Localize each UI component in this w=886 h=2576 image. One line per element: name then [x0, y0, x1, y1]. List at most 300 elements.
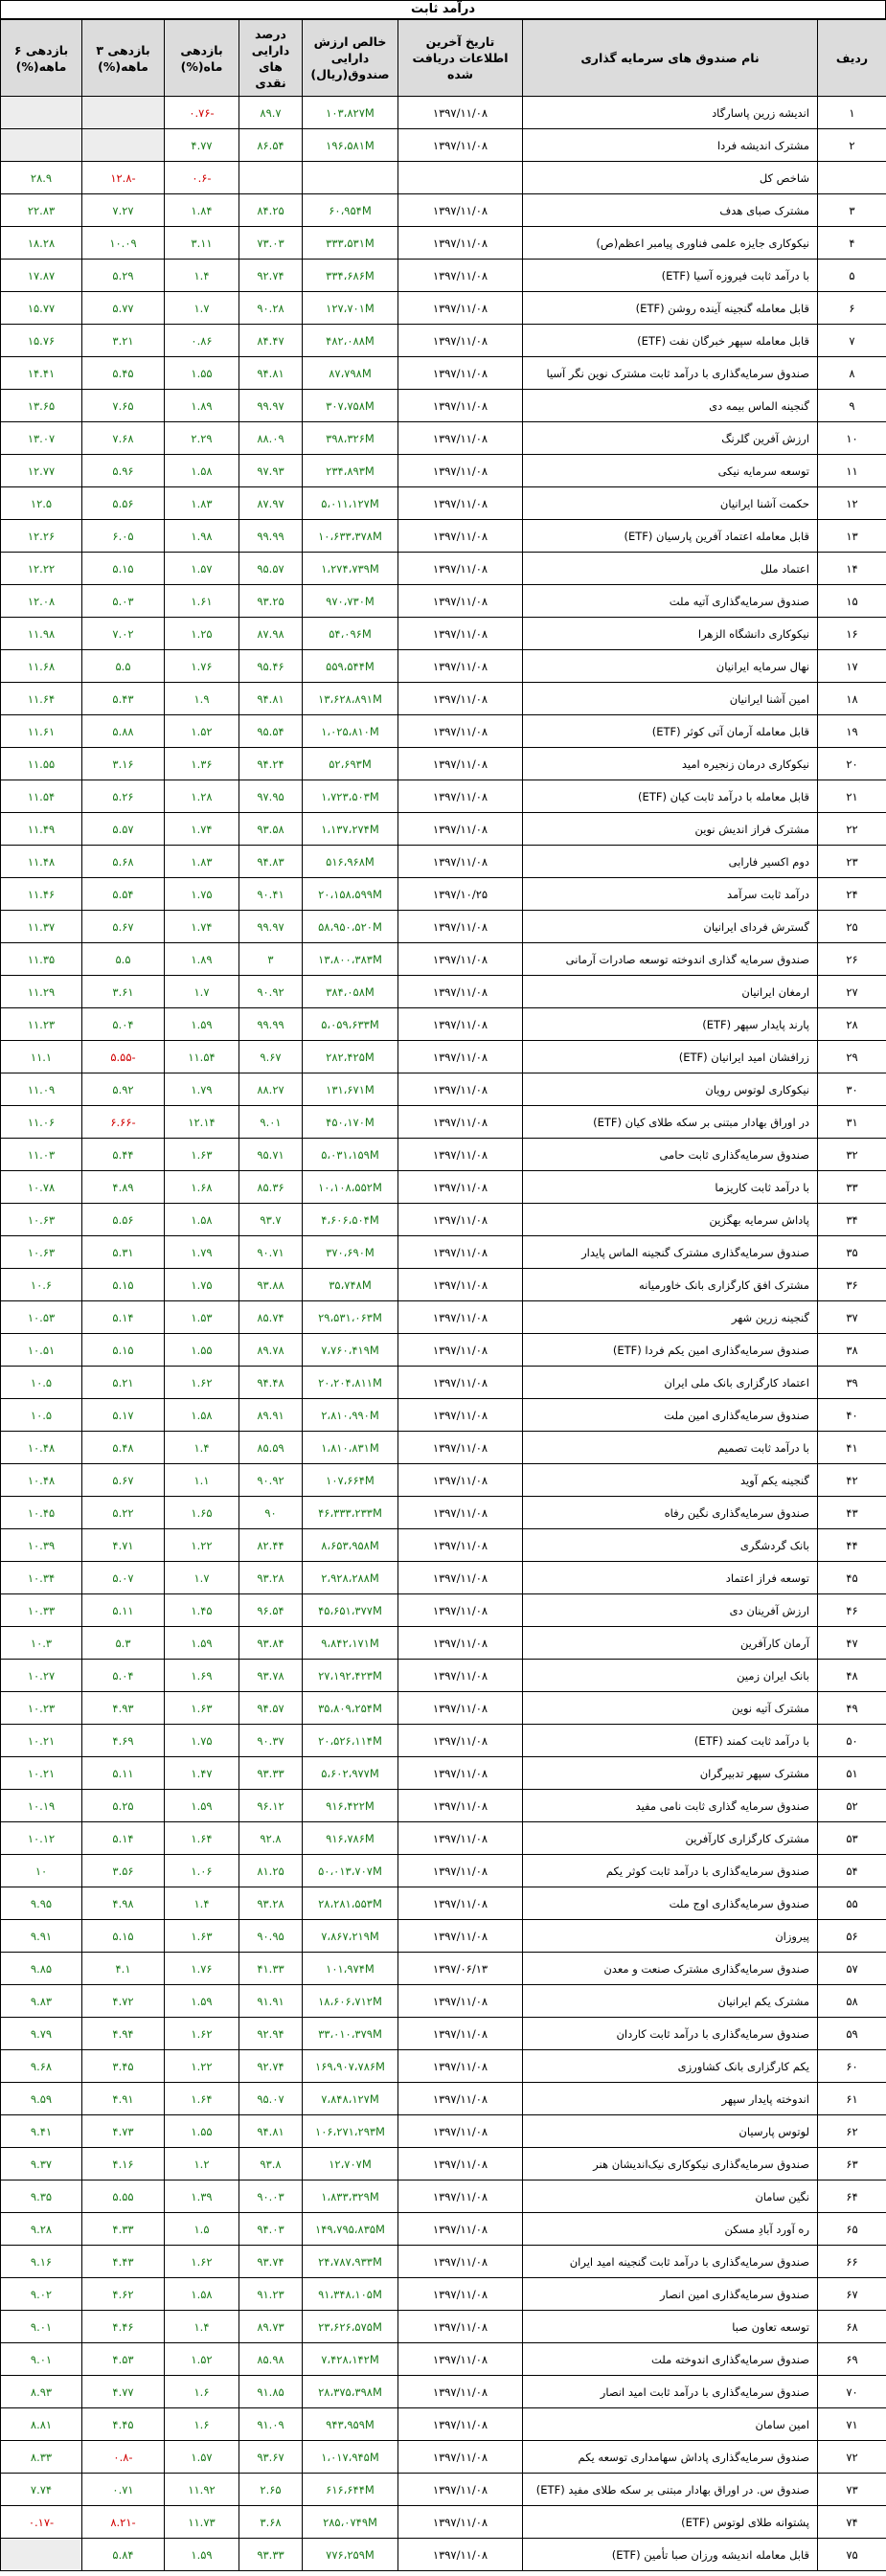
cell-cash-percent: ۸۸.۲۷ [239, 1073, 303, 1106]
cell-return-1m: ۱.۸۹ [165, 943, 239, 976]
cell-net-asset-value: ۲۰،۱۵۸،۵۹۹M [303, 878, 398, 911]
cell-cash-percent: ۹۹.۹۷ [239, 390, 303, 422]
table-row [1, 585, 886, 618]
cell-last-update: ۱۳۹۷/۱۱/۰۸ [398, 1301, 523, 1334]
cell-return-6m: ۹.۰۱ [1, 2311, 82, 2343]
cell-return-3m: ۴.۷۲ [82, 1985, 165, 2018]
cell-net-asset-value: ۸۷،۷۹۸M [303, 357, 398, 390]
cell-net-asset-value: ۷،۷۶۰،۴۱۹M [303, 1334, 398, 1367]
cell-return-3m: ۵.۹۶ [82, 455, 165, 487]
table-row [1, 1562, 886, 1594]
cell-return-3m: ۷.۰۲ [82, 618, 165, 650]
cell-last-update: ۱۳۹۷/۰۶/۱۳ [398, 1953, 523, 1985]
table-row [1, 2213, 886, 2246]
cell-cash-percent: ۹۶.۱۲ [239, 1790, 303, 1822]
cell-return-1m: ۱.۶۵ [165, 1497, 239, 1529]
cell-rank: ۴۹ [818, 1692, 886, 1725]
table-row [1, 194, 886, 227]
cell-net-asset-value: ۲۸،۲۸۱،۵۵۳M [303, 1887, 398, 1920]
table-row [1, 487, 886, 520]
cell-return-1m: ۱.۸۹ [165, 390, 239, 422]
cell-cash-percent: ۸۵.۳۶ [239, 1171, 303, 1204]
cell-rank: ۵۷ [818, 1953, 886, 1985]
cell-return-6m: ۱۲.۲۲ [1, 553, 82, 585]
table-row [1, 846, 886, 878]
cell-return-3m: ۴.۷۷ [82, 2376, 165, 2408]
cell-return-3m: ۵.۱۵ [82, 1334, 165, 1367]
cell-last-update: ۱۳۹۷/۱۱/۰۸ [398, 846, 523, 878]
cell-return-6m: ۱۱.۵۵ [1, 748, 82, 780]
table-body [1, 97, 886, 2571]
cell-cash-percent: ۴۱.۳۳ [239, 1953, 303, 1985]
cell-fund-name: صندوق سرمایه‌گذاری امین انصار [523, 2278, 818, 2311]
cell-return-1m: ۱۲.۱۴ [165, 1106, 239, 1139]
cell-net-asset-value: ۵،۰۳۱،۱۵۹M [303, 1139, 398, 1171]
cell-net-asset-value: ۴۸۲،۰۸۸M [303, 325, 398, 357]
cell-cash-percent: ۸۵.۵۹ [239, 1432, 303, 1464]
cell-rank: ۳۶ [818, 1269, 886, 1301]
cell-return-3m: ۱۰.۰۹ [82, 227, 165, 260]
cell-return-6m: ۹.۰۱ [1, 2343, 82, 2376]
cell-last-update: ۱۳۹۷/۱۱/۰۸ [398, 1464, 523, 1497]
cell-net-asset-value: ۹۷۰،۷۳۰M [303, 585, 398, 618]
cell-return-3m: -۸.۲۱ [82, 2506, 165, 2539]
cell-net-asset-value: ۱،۰۱۷،۹۴۵M [303, 2441, 398, 2474]
cell-cash-percent: ۹۰.۹۲ [239, 976, 303, 1008]
cell-return-1m: ۱.۶۳ [165, 1139, 239, 1171]
cell-last-update: ۱۳۹۷/۱۱/۰۸ [398, 2441, 523, 2474]
cell-return-6m: -۰.۱۷ [1, 2506, 82, 2539]
table-row [1, 227, 886, 260]
cell-return-1m: ۱.۵۹ [165, 1627, 239, 1660]
cell-return-3m: ۷.۶۸ [82, 422, 165, 455]
cell-return-1m: ۱.۴ [165, 1887, 239, 1920]
cell-fund-name: مشترک فراز اندیش نوین [523, 813, 818, 846]
cell-last-update: ۱۳۹۷/۱۱/۰۸ [398, 325, 523, 357]
cell-return-3m: ۵.۲۹ [82, 260, 165, 292]
cell-return-6m: ۱۰.۲۳ [1, 1692, 82, 1725]
cell-return-1m: ۱.۷ [165, 292, 239, 325]
cell-last-update: ۱۳۹۷/۱۱/۰۸ [398, 1529, 523, 1562]
cell-return-1m: ۱.۰۶ [165, 1855, 239, 1887]
table-row [1, 911, 886, 943]
table-row [1, 1692, 886, 1725]
cell-last-update: ۱۳۹۷/۱۱/۰۸ [398, 1269, 523, 1301]
cell-return-1m: ۳.۱۱ [165, 227, 239, 260]
cell-rank: ۷۰ [818, 2376, 886, 2408]
cell-rank: ۳۳ [818, 1171, 886, 1204]
cell-return-1m: ۱.۸۳ [165, 487, 239, 520]
cell-return-6m: ۱۱.۹۸ [1, 618, 82, 650]
cell-rank: ۷۱ [818, 2408, 886, 2441]
cell-fund-name: صندوق س. در اوراق بهادار مبتنی بر سکه طلای مفید (ETF) [523, 2474, 818, 2506]
cell-return-3m: ۳.۶۱ [82, 976, 165, 1008]
cell-net-asset-value: ۲۰،۵۲۶،۱۱۴M [303, 1725, 398, 1757]
cell-return-6m: ۱۵.۷۷ [1, 292, 82, 325]
cell-last-update: ۱۳۹۷/۱۱/۰۸ [398, 748, 523, 780]
cell-net-asset-value: ۵۰،۰۱۳،۷۰۷M [303, 1855, 398, 1887]
cell-rank: ۶۰ [818, 2050, 886, 2083]
cell-last-update: ۱۳۹۷/۱۱/۰۸ [398, 2506, 523, 2539]
cell-net-asset-value: ۳۳۳،۵۳۱M [303, 227, 398, 260]
table-row [1, 260, 886, 292]
cell-fund-name: با درآمد ثابت تصمیم [523, 1432, 818, 1464]
cell-cash-percent [239, 162, 303, 194]
cell-last-update: ۱۳۹۷/۱۱/۰۸ [398, 1432, 523, 1464]
table-row [1, 2278, 886, 2311]
cell-return-6m: ۱۱.۰۳ [1, 1139, 82, 1171]
cell-net-asset-value: ۴۵،۶۵۱،۳۷۷M [303, 1594, 398, 1627]
cell-net-asset-value: ۲۳،۶۲۶،۵۷۵M [303, 2311, 398, 2343]
cell-net-asset-value: ۱۲۷،۷۰۱M [303, 292, 398, 325]
cell-fund-name: مشترک یکم ایرانیان [523, 1985, 818, 2018]
cell-cash-percent: ۹۲.۹۴ [239, 2018, 303, 2050]
cell-return-6m: ۱۱.۶۱ [1, 715, 82, 748]
cell-rank: ۵۳ [818, 1822, 886, 1855]
cell-fund-name: صندوق سرمایه‌گذاری نگین رفاه [523, 1497, 818, 1529]
cell-fund-name: صندوق سرمایه گذاری اندوخته توسعه صادرات آرمانی [523, 943, 818, 976]
cell-return-6m: ۱۰.۳۹ [1, 1529, 82, 1562]
cell-return-1m: ۱.۵۸ [165, 1204, 239, 1236]
cell-last-update: ۱۳۹۷/۱۱/۰۸ [398, 1887, 523, 1920]
cell-return-1m: ۱.۴۷ [165, 1757, 239, 1790]
cell-rank: ۵ [818, 260, 886, 292]
cell-return-6m: ۱۲.۷۷ [1, 455, 82, 487]
cell-net-asset-value: ۳۹۸،۳۲۶M [303, 422, 398, 455]
cell-rank: ۱ [818, 97, 886, 129]
cell-return-6m: ۱۰.۴۸ [1, 1432, 82, 1464]
cell-return-6m: ۹.۱۶ [1, 2246, 82, 2278]
cell-cash-percent: ۹۳.۸۴ [239, 1627, 303, 1660]
cell-return-6m: ۱۰.۳۴ [1, 1562, 82, 1594]
cell-fund-name: قابل معامله اعتماد آفرین پارسیان (ETF) [523, 520, 818, 553]
cell-return-3m: ۵.۹۲ [82, 1073, 165, 1106]
cell-rank: ۲۳ [818, 846, 886, 878]
cell-return-3m: ۴.۹۸ [82, 1887, 165, 1920]
cell-last-update: ۱۳۹۷/۱۱/۰۸ [398, 2539, 523, 2571]
cell-last-update: ۱۳۹۷/۱۱/۰۸ [398, 1790, 523, 1822]
page-title: درآمد ثابت [0, 0, 886, 19]
cell-return-3m: ۵.۱۴ [82, 1301, 165, 1334]
cell-cash-percent: ۹۱.۹۱ [239, 1985, 303, 2018]
cell-return-1m: ۱.۶۲ [165, 2246, 239, 2278]
cell-return-1m: ۱.۷۶ [165, 1953, 239, 1985]
cell-return-6m: ۸.۸۱ [1, 2408, 82, 2441]
cell-fund-name: قابل معامله اندیشه ورزان صبا تأمین (ETF) [523, 2539, 818, 2571]
table-row [1, 2441, 886, 2474]
cell-return-1m: ۱.۲۲ [165, 2050, 239, 2083]
cell-return-3m: ۵.۱۱ [82, 1594, 165, 1627]
cell-net-asset-value: ۱۸،۶۰۶،۷۱۲M [303, 1985, 398, 2018]
cell-last-update: ۱۳۹۷/۱۱/۰۸ [398, 1073, 523, 1106]
cell-return-1m: ۱.۸۳ [165, 846, 239, 878]
cell-fund-name: حکمت آشنا ایرانیان [523, 487, 818, 520]
cell-last-update: ۱۳۹۷/۱۱/۰۸ [398, 227, 523, 260]
cell-fund-name: صندوق سرمایه‌گذاری با درآمد ثابت گنجینه امید ایران [523, 2246, 818, 2278]
cell-fund-name: صندوق سرمایه‌گذاری امین ملت [523, 1399, 818, 1432]
cell-return-3m [82, 97, 165, 129]
cell-rank: ۴۲ [818, 1464, 886, 1497]
cell-cash-percent: ۸۲.۴۴ [239, 1529, 303, 1562]
cell-rank: ۶۴ [818, 2181, 886, 2213]
cell-fund-name: با درآمد ثابت فیروزه آسیا (ETF) [523, 260, 818, 292]
cell-return-3m: ۵.۱۴ [82, 1822, 165, 1855]
cell-return-3m: -۶.۶۶ [82, 1106, 165, 1139]
cell-cash-percent: ۹۳.۲۵ [239, 585, 303, 618]
cell-cash-percent: ۹۹.۹۷ [239, 911, 303, 943]
cell-cash-percent: ۹.۶۷ [239, 1041, 303, 1073]
cell-last-update: ۱۳۹۷/۱۱/۰۸ [398, 1855, 523, 1887]
cell-net-asset-value: ۴،۶۰۶،۵۰۴M [303, 1204, 398, 1236]
cell-last-update: ۱۳۹۷/۱۱/۰۸ [398, 1204, 523, 1236]
cell-return-1m: ۰.۸۶ [165, 325, 239, 357]
cell-cash-percent: ۸۵.۷۴ [239, 1301, 303, 1334]
cell-return-6m: ۱۰.۵۱ [1, 1334, 82, 1367]
cell-net-asset-value: ۲،۸۱۰،۹۹۰M [303, 1399, 398, 1432]
cell-net-asset-value: ۱۴۹،۷۹۵،۸۳۵M [303, 2213, 398, 2246]
cell-return-3m: ۵.۵۶ [82, 487, 165, 520]
cell-cash-percent: ۹۲.۷۴ [239, 2050, 303, 2083]
cell-last-update: ۱۳۹۷/۱۱/۰۸ [398, 1367, 523, 1399]
cell-rank: ۴ [818, 227, 886, 260]
cell-return-1m: ۱.۷ [165, 1562, 239, 1594]
cell-fund-name: مشترک افق کارگزاری بانک خاورمیانه [523, 1269, 818, 1301]
cell-cash-percent: ۸۹.۷۳ [239, 2311, 303, 2343]
cell-return-1m: ۱.۹۸ [165, 520, 239, 553]
cell-fund-name: نهال سرمایه ایرانیان [523, 650, 818, 683]
cell-last-update [398, 162, 523, 194]
table-row [1, 1464, 886, 1497]
table-row [1, 813, 886, 846]
cell-return-3m: ۵.۵۷ [82, 813, 165, 846]
cell-return-1m: ۱.۵۹ [165, 1790, 239, 1822]
cell-last-update: ۱۳۹۷/۱۱/۰۸ [398, 1725, 523, 1757]
cell-fund-name: صندوق سرمایه‌گذاری ثابت حامی [523, 1139, 818, 1171]
cell-rank: ۲۶ [818, 943, 886, 976]
cell-fund-name: نیکوکاری جایزه علمی فناوری پیامبر اعظم(ص) [523, 227, 818, 260]
cell-net-asset-value: ۵،۰۱۱،۱۲۷M [303, 487, 398, 520]
cell-return-1m: ۲.۲۹ [165, 422, 239, 455]
cell-cash-percent: ۹۳.۲۸ [239, 1562, 303, 1594]
cell-return-3m: ۵.۱۱ [82, 1757, 165, 1790]
cell-return-3m: ۵.۶۷ [82, 911, 165, 943]
cell-rank: ۳۵ [818, 1236, 886, 1269]
cell-net-asset-value: ۸،۶۵۳،۹۵۸M [303, 1529, 398, 1562]
cell-fund-name: توسعه سرمایه نیکی [523, 455, 818, 487]
cell-return-6m: ۱۲.۰۸ [1, 585, 82, 618]
cell-return-6m: ۱۱.۲۹ [1, 976, 82, 1008]
cell-net-asset-value: ۱۳،۶۲۸،۸۹۱M [303, 683, 398, 715]
cell-net-asset-value: ۵۸،۹۵۰،۵۲۰M [303, 911, 398, 943]
cell-net-asset-value [303, 162, 398, 194]
cell-return-3m: ۵.۴۴ [82, 1139, 165, 1171]
cell-last-update: ۱۳۹۷/۱۱/۰۸ [398, 2343, 523, 2376]
table-row [1, 2376, 886, 2408]
header-last-update: تاریخ آخرین اطلاعات دریافت شده [398, 20, 523, 97]
cell-return-3m: ۳.۱۶ [82, 748, 165, 780]
cell-cash-percent: ۹۳.۸۸ [239, 1269, 303, 1301]
cell-last-update: ۱۳۹۷/۱۱/۰۸ [398, 2115, 523, 2148]
cell-fund-name: توسعه فراز اعتماد [523, 1562, 818, 1594]
cell-rank: ۴۷ [818, 1627, 886, 1660]
cell-cash-percent: ۹۴.۵۷ [239, 1692, 303, 1725]
cell-cash-percent: ۹۳.۵۸ [239, 813, 303, 846]
cell-cash-percent: ۹۴.۸۱ [239, 357, 303, 390]
cell-net-asset-value: ۵،۶۰۲،۹۷۷M [303, 1757, 398, 1790]
cell-net-asset-value: ۳۵،۸۰۹،۲۵۴M [303, 1692, 398, 1725]
cell-fund-name: نگین سامان [523, 2181, 818, 2213]
cell-rank: ۳۰ [818, 1073, 886, 1106]
cell-return-1m: ۱.۷۵ [165, 1269, 239, 1301]
cell-net-asset-value: ۱۰۶،۲۷۱،۲۹۳M [303, 2115, 398, 2148]
cell-cash-percent: ۹۵.۵۷ [239, 553, 303, 585]
cell-net-asset-value: ۴۵۰،۱۷۰M [303, 1106, 398, 1139]
cell-return-3m: ۴.۹۱ [82, 2083, 165, 2115]
cell-fund-name: صندوق سرمایه گذاری ثابت نامی مفید [523, 1790, 818, 1822]
cell-return-1m: -۰.۶ [165, 162, 239, 194]
cell-fund-name: نیکوکاری لوتوس رویان [523, 1073, 818, 1106]
cell-rank: ۲۹ [818, 1041, 886, 1073]
cell-return-3m: -۰.۸ [82, 2441, 165, 2474]
cell-return-1m: ۱.۷۵ [165, 878, 239, 911]
cell-fund-name: با درآمد ثابت کاریزما [523, 1171, 818, 1204]
cell-return-1m: ۱۱.۹۲ [165, 2474, 239, 2506]
cell-rank: ۱۱ [818, 455, 886, 487]
cell-return-6m: ۹.۹۱ [1, 1920, 82, 1953]
cell-return-6m: ۱۱.۶۴ [1, 683, 82, 715]
cell-net-asset-value: ۱،۱۳۷،۲۷۴M [303, 813, 398, 846]
cell-return-3m: ۴.۸۹ [82, 1171, 165, 1204]
cell-return-6m: ۱۲.۵ [1, 487, 82, 520]
cell-return-1m: ۱.۷۴ [165, 813, 239, 846]
cell-last-update: ۱۳۹۷/۱۱/۰۸ [398, 715, 523, 748]
cell-last-update: ۱۳۹۷/۱۱/۰۸ [398, 1497, 523, 1529]
cell-rank: ۱۲ [818, 487, 886, 520]
cell-return-6m: ۱۴.۴۱ [1, 357, 82, 390]
cell-cash-percent: ۹۴.۸۱ [239, 683, 303, 715]
cell-last-update: ۱۳۹۷/۱۱/۰۸ [398, 1822, 523, 1855]
cell-return-3m: ۴.۹۳ [82, 1692, 165, 1725]
cell-return-3m: ۴.۷۱ [82, 1529, 165, 1562]
cell-rank: ۴۸ [818, 1660, 886, 1692]
cell-net-asset-value: ۴۶،۳۳۳،۲۳۳M [303, 1497, 398, 1529]
cell-cash-percent: ۹۵.۴۶ [239, 650, 303, 683]
cell-return-3m: ۵.۲۶ [82, 780, 165, 813]
cell-return-6m: ۹.۸۳ [1, 1985, 82, 2018]
cell-cash-percent: ۹۲.۸ [239, 1822, 303, 1855]
cell-rank: ۵۰ [818, 1725, 886, 1757]
cell-cash-percent: ۹۶.۵۴ [239, 1594, 303, 1627]
cell-return-3m: ۵.۰۷ [82, 1562, 165, 1594]
cell-return-3m: ۵.۸۸ [82, 715, 165, 748]
cell-last-update: ۱۳۹۷/۱۱/۰۸ [398, 2148, 523, 2181]
cell-rank: ۱۶ [818, 618, 886, 650]
cell-fund-name: صندوق سرمایه‌گذاری با درآمد ثابت امید انصار [523, 2376, 818, 2408]
cell-return-1m: ۱.۷۴ [165, 911, 239, 943]
cell-cash-percent: ۳ [239, 943, 303, 976]
cell-return-6m: ۹.۲۸ [1, 2213, 82, 2246]
cell-fund-name: زرافشان امید ایرانیان (ETF) [523, 1041, 818, 1073]
cell-fund-name: صندوق سرمایه‌گذاری با درآمد ثابت کوثر یکم [523, 1855, 818, 1887]
cell-cash-percent: ۹۱.۰۹ [239, 2408, 303, 2441]
cell-fund-name: اعتماد ملل [523, 553, 818, 585]
cell-fund-name: امین سامان [523, 2408, 818, 2441]
cell-rank: ۱۰ [818, 422, 886, 455]
table-row [1, 1887, 886, 1920]
cell-fund-name: ارمغان ایرانیان [523, 976, 818, 1008]
cell-return-1m: ۱.۴ [165, 2311, 239, 2343]
cell-cash-percent: ۹۵.۵۴ [239, 715, 303, 748]
cell-net-asset-value: ۹،۸۴۲،۱۷۱M [303, 1627, 398, 1660]
cell-return-3m: ۵.۴۵ [82, 357, 165, 390]
cell-return-6m [1, 2539, 82, 2571]
table-row [1, 1725, 886, 1757]
cell-return-6m: ۱۱.۰۹ [1, 1073, 82, 1106]
cell-return-6m: ۱۰.۲۱ [1, 1757, 82, 1790]
cell-rank: ۴۳ [818, 1497, 886, 1529]
cell-return-1m: ۱.۶۳ [165, 1920, 239, 1953]
cell-fund-name: صندوق سرمایه‌گذاری اوج ملت [523, 1887, 818, 1920]
cell-return-3m: ۵.۱۵ [82, 553, 165, 585]
cell-last-update: ۱۳۹۷/۱۱/۰۸ [398, 97, 523, 129]
cell-return-6m: ۱۳.۰۷ [1, 422, 82, 455]
cell-return-6m: ۱۰.۵۳ [1, 1301, 82, 1334]
table-header-row [1, 20, 886, 97]
cell-last-update: ۱۳۹۷/۱۱/۰۸ [398, 2311, 523, 2343]
table-row [1, 2311, 886, 2343]
table-row [1, 1073, 886, 1106]
cell-return-6m: ۱۱.۰۶ [1, 1106, 82, 1139]
cell-net-asset-value: ۱۹۶،۵۸۱M [303, 129, 398, 162]
cell-cash-percent: ۸۴.۴۷ [239, 325, 303, 357]
cell-fund-name: درآمد ثابت سرآمد [523, 878, 818, 911]
cell-rank: ۶۸ [818, 2311, 886, 2343]
cell-last-update: ۱۳۹۷/۱۱/۰۸ [398, 553, 523, 585]
cell-rank: ۵۹ [818, 2018, 886, 2050]
cell-return-6m: ۱۲.۲۶ [1, 520, 82, 553]
cell-fund-name: با درآمد ثابت کمند (ETF) [523, 1725, 818, 1757]
cell-fund-name: قابل معامله سپهر خبرگان نفت (ETF) [523, 325, 818, 357]
cell-rank: ۲۵ [818, 911, 886, 943]
cell-return-1m: ۱.۵۲ [165, 2343, 239, 2376]
cell-net-asset-value: ۲۸،۳۷۵،۳۹۸M [303, 2376, 398, 2408]
cell-cash-percent: ۹۳.۷۴ [239, 2246, 303, 2278]
cell-fund-name: دوم اکسیر فارابی [523, 846, 818, 878]
cell-net-asset-value: ۱۳،۸۰۰،۳۸۳M [303, 943, 398, 976]
cell-return-1m: ۱.۵۳ [165, 1301, 239, 1334]
cell-cash-percent: ۹۲.۷۴ [239, 260, 303, 292]
cell-return-3m: ۶.۰۵ [82, 520, 165, 553]
cell-return-3m: -۵.۵۵ [82, 1041, 165, 1073]
table-row [1, 1855, 886, 1887]
table-row [1, 715, 886, 748]
cell-return-6m: ۱۱.۶۸ [1, 650, 82, 683]
cell-rank: ۶۶ [818, 2246, 886, 2278]
cell-cash-percent: ۸۹.۷۸ [239, 1334, 303, 1367]
table-row [1, 1171, 886, 1204]
cell-return-1m: ۱.۵۵ [165, 1334, 239, 1367]
cell-return-1m: ۱.۵۵ [165, 2115, 239, 2148]
cell-cash-percent: ۹۱.۸۵ [239, 2376, 303, 2408]
cell-return-1m: ۱.۵۵ [165, 357, 239, 390]
cell-rank: ۱۳ [818, 520, 886, 553]
cell-rank: ۴۶ [818, 1594, 886, 1627]
cell-rank: ۳۲ [818, 1139, 886, 1171]
cell-net-asset-value: ۱۰۱،۹۷۴M [303, 1953, 398, 1985]
cell-last-update: ۱۳۹۷/۱۱/۰۸ [398, 1562, 523, 1594]
cell-return-1m: ۱.۳۹ [165, 2181, 239, 2213]
cell-fund-name: مشترک سپهر تدبیرگران [523, 1757, 818, 1790]
